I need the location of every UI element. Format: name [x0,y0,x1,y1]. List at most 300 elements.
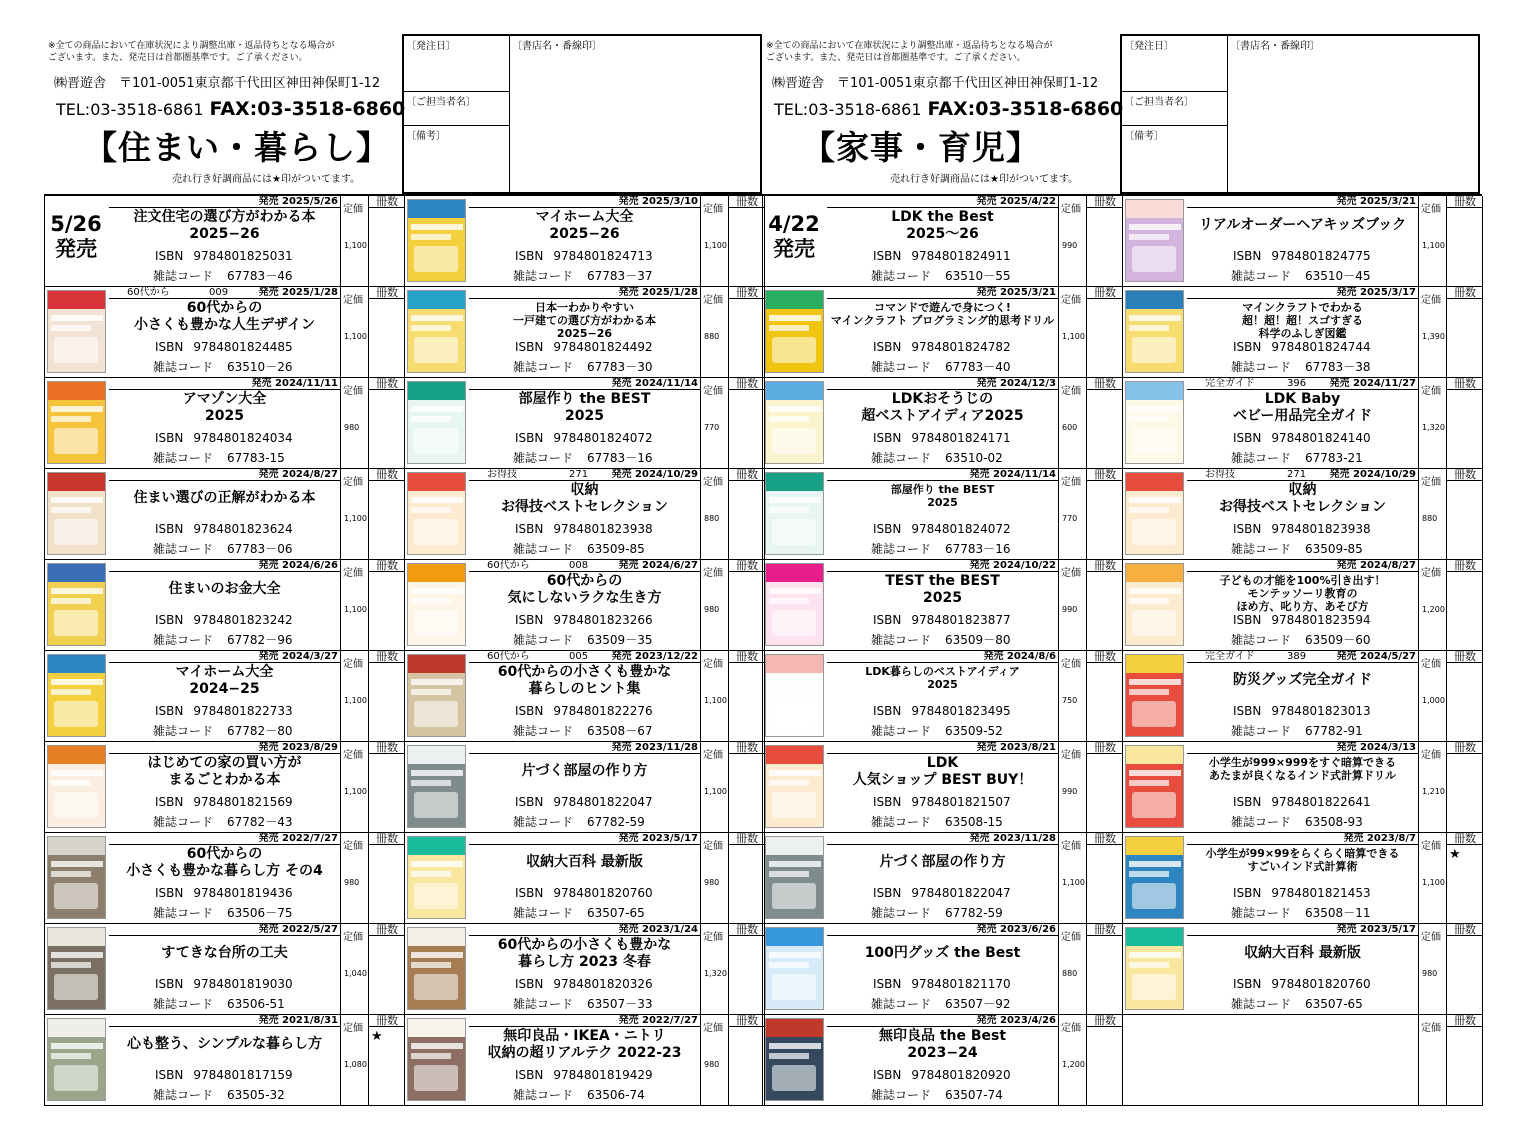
quantity-field[interactable] [728,378,765,469]
magazine-code-value: 67782-91 [1305,724,1363,738]
book-cover-image [1125,472,1184,555]
isbn-label: ISBN [155,795,184,809]
cover-line [411,861,463,867]
quantity-field[interactable] [728,469,765,560]
magazine-code-value: 67783－37 [587,269,653,283]
price-column [1058,469,1086,560]
book-cell [763,1015,1123,1106]
quantity-field[interactable] [728,560,765,651]
quantity-field[interactable] [368,196,405,287]
isbn-label: ISBN [155,431,184,445]
person-field[interactable] [1122,92,1228,126]
price-column [700,196,728,287]
magazine-code-label: 雑誌コード [153,269,214,283]
magazine-code-value: 63508-15 [945,815,1003,829]
magazine-code-label: 雑誌コード [871,269,932,283]
book-title: 60代からの 気にしないラクな生き方 [507,573,662,606]
magazine-code-line [871,904,1003,921]
sheet-header [44,34,764,194]
magazine-code-value: 63509-52 [945,724,1003,738]
isbn-label: ISBN [155,977,184,991]
release-bar [469,742,700,754]
quantity-field[interactable] [1446,378,1483,469]
remarks-label: 〔備考〕 [406,131,446,142]
price-label: 定価 [1061,932,1081,943]
quantity-label: 冊数 [1087,651,1123,663]
cover-box [54,337,98,363]
cover-box [1132,701,1176,727]
store-stamp-field[interactable] [510,36,760,192]
store-stamp-field[interactable] [1228,36,1478,192]
book-cover-image [765,472,824,555]
isbn-value: 9784801824072 [911,522,1011,536]
cover-box [414,337,458,363]
book-title: 収納 お得技ベストセレクション [500,482,669,515]
release-bar [469,560,700,572]
quantity-field[interactable] [368,833,405,924]
book-cover-image [407,472,466,555]
price-column [1418,742,1446,833]
magazine-code-line [871,358,1010,375]
quantity-field[interactable] [1446,469,1483,560]
cover-line [411,770,463,776]
book-title: アマゾン大全 2025 [182,391,267,424]
quantity-field[interactable] [1446,742,1483,833]
book-cell [45,560,405,651]
cover-line [411,952,463,958]
half-housework [762,34,1482,1102]
release-date: 発売 2023/5/17 [618,833,698,844]
price-column [340,560,368,651]
quantity-label: 冊数 [1087,378,1123,390]
best-seller-hint: 売れ行き好調商品には★印がついてます。 [890,174,1079,185]
price-column [700,560,728,651]
cover-band [48,746,105,764]
cover-band [408,200,465,218]
book-cover-image [1125,199,1184,282]
isbn-label: ISBN [155,1068,184,1082]
quantity-label: 冊数 [369,378,405,390]
book-cell [1123,833,1483,924]
quantity-field[interactable] [1446,833,1483,924]
cover-line [411,1053,451,1059]
price-value: 1,100 [1422,878,1445,887]
quantity-field[interactable] [1086,651,1123,742]
magazine-code-line [1231,267,1370,284]
price-label: 定価 [1421,659,1441,670]
release-date: 発売 2023/8/29 [258,742,338,753]
book-cover-image [47,381,106,464]
book-cell [405,287,765,378]
quantity-label: 冊数 [369,651,405,663]
cover-band [766,1019,823,1037]
cover-line [1129,507,1169,513]
book-title: 片づく部屋の作り方 [879,854,1006,870]
magazine-code-label: 雑誌コード [153,360,214,374]
release-date: 発売 2025/4/22 [976,196,1056,207]
cover-line [769,1053,809,1059]
magazine-code-value: 67783－30 [587,360,653,374]
price-label: 定価 [703,477,723,488]
price-value: 880 [1422,514,1438,523]
isbn-line [1233,886,1371,900]
quantity-field[interactable] [368,924,405,1015]
isbn-line [1233,431,1371,445]
isbn-value: 9784801824713 [553,249,653,263]
price-column [1418,378,1446,469]
order-date-field[interactable] [404,36,510,92]
isbn-line [873,704,1011,718]
quantity-field[interactable] [1086,742,1123,833]
magazine-code-value: 63508－11 [1305,906,1371,920]
release-date: 発売 2024/8/27 [1336,560,1416,571]
quantity-field[interactable] [1446,560,1483,651]
cover-band [1126,928,1183,946]
book-cover-image [765,381,824,464]
isbn-line [515,613,653,627]
price-label: 定価 [1421,477,1441,488]
price-label: 定価 [1061,1023,1081,1034]
isbn-label: ISBN [515,704,544,718]
quantity-field[interactable] [1086,924,1123,1015]
release-date: 発売 2024/10/29 [1329,469,1416,480]
cover-box [1132,974,1176,1000]
magazine-code-value: 63508-93 [1305,815,1363,829]
release-bar [827,469,1058,481]
isbn-label: ISBN [1233,249,1262,263]
magazine-code-label: 雑誌コード [871,997,932,1011]
isbn-value: 9784801817159 [193,1068,293,1082]
cover-line [51,325,91,331]
quantity-field[interactable] [1086,1015,1123,1106]
price-value: 1,100 [344,787,367,796]
isbn-line [1233,249,1371,263]
magazine-code-label: 雑誌コード [513,269,574,283]
magazine-code-value: 63509－80 [945,633,1011,647]
quantity-field[interactable] [368,287,405,378]
price-label: 定価 [1061,659,1081,670]
price-label: 定価 [1421,295,1441,306]
cover-line [769,861,821,867]
magazine-code-line [153,722,292,739]
book-title: 防災グッズ完全ガイド [1233,672,1372,688]
cover-line [411,598,451,604]
series-tag: お得技 [487,469,517,480]
quantity-field[interactable] [728,287,765,378]
release-bar [109,287,340,299]
best-seller-hint: 売れ行き好調商品には★印がついてます。 [172,174,361,185]
release-bar [827,924,1058,936]
isbn-label: ISBN [155,704,184,718]
quantity-field[interactable] [1446,196,1483,287]
quantity-field[interactable] [1086,833,1123,924]
cover-box [414,1065,458,1091]
price-label: 定価 [703,932,723,943]
book-title: 片づく部屋の作り方 [521,763,648,779]
quantity-field[interactable] [1086,196,1123,287]
price-column [340,742,368,833]
quantity-field[interactable] [368,742,405,833]
price-label: 定価 [703,841,723,852]
release-date: 発売 2024/3/13 [1336,742,1416,753]
price-label: 定価 [1061,477,1081,488]
cover-band [1126,291,1183,309]
book-cell [405,742,765,833]
quantity-field[interactable] [728,196,765,287]
release-bar [1187,378,1418,390]
magazine-code-value: 63506－75 [227,906,293,920]
price-value: 880 [1062,969,1078,978]
price-value: 980 [344,878,360,887]
price-column [1058,651,1086,742]
quantity-label: 冊数 [1087,560,1123,572]
price-label: 定価 [343,204,363,215]
isbn-line [873,1068,1011,1082]
cover-band [48,291,105,309]
price-value: 1,100 [344,332,367,341]
cover-band [766,382,823,400]
magazine-code-label: 雑誌コード [1231,269,1292,283]
quantity-label: 冊数 [369,196,405,208]
cover-line [769,588,821,594]
price-column [340,469,368,560]
cover-line [51,1053,91,1059]
magazine-code-value: 63505-32 [227,1088,285,1102]
isbn-value: 9784801821170 [911,977,1011,991]
book-title: 60代からの小さくも豊かな 暮らしのヒント集 [497,664,672,697]
quantity-label: 冊数 [729,196,765,208]
quantity-field[interactable] [368,651,405,742]
isbn-value: 9784801823938 [1271,522,1371,536]
isbn-label: ISBN [515,431,544,445]
book-cover-image [47,563,106,646]
isbn-line [155,431,293,445]
isbn-value: 9784801824485 [193,340,293,354]
series-number: 008 [569,560,589,571]
price-column [340,924,368,1015]
quantity-label: 冊数 [1447,378,1483,390]
isbn-line [155,340,293,354]
isbn-value: 9784801823877 [911,613,1011,627]
quantity-field[interactable] [728,651,765,742]
magazine-code-value: 67783-21 [1305,451,1363,465]
cover-line [769,871,809,877]
release-date: 発売 2024/6/26 [258,560,338,571]
magazine-code-label: 雑誌コード [1231,360,1292,374]
magazine-code-label: 雑誌コード [513,633,574,647]
order-date-field[interactable] [1122,36,1228,92]
quantity-field[interactable] [1446,1015,1483,1106]
quantity-label: 冊数 [369,287,405,299]
cover-band [1126,655,1183,673]
cover-box [414,610,458,636]
cover-box [1132,792,1176,818]
price-label: 定価 [343,1023,363,1034]
cover-line [769,325,809,331]
price-column [700,924,728,1015]
book-cover-image [407,199,466,282]
cover-band [766,473,823,491]
quantity-field[interactable] [368,1015,405,1106]
magazine-code-value: 63508－67 [587,724,653,738]
book-cell [1123,378,1483,469]
release-date: 発売 2023/8/21 [976,742,1056,753]
price-value: 980 [1422,969,1438,978]
release-bar [1187,469,1418,481]
release-date: 発売 2022/7/27 [258,833,338,844]
price-column [1418,833,1446,924]
quantity-field[interactable] [728,1015,765,1106]
magazine-code-line [513,1086,645,1103]
cover-line [1129,952,1181,958]
isbn-value: 9784801823495 [911,704,1011,718]
release-date: 発売 2023/12/22 [611,651,698,662]
cover-line [51,416,91,422]
book-cell [405,651,765,742]
release-date: 発売 2024/10/29 [611,469,698,480]
quantity-label: 冊数 [729,560,765,572]
price-label: 定価 [1061,386,1081,397]
quantity-field[interactable] [1086,378,1123,469]
quantity-field[interactable] [728,833,765,924]
notice-text: ※全ての商品において在庫状況により調整出庫・返品待ちとなる場合が ございます。また、発売日は首都圏基準です。ご了承ください。 [766,41,1053,63]
isbn-label: ISBN [873,1068,902,1082]
magazine-code-label: 雑誌コード [871,815,932,829]
quantity-field[interactable] [368,378,405,469]
isbn-label: ISBN [1233,613,1262,627]
remarks-field[interactable] [1122,126,1228,192]
cover-line [1129,861,1181,867]
price-label: 定価 [1421,1023,1441,1034]
isbn-line [1233,613,1371,627]
isbn-label: ISBN [515,1068,544,1082]
quantity-field[interactable] [1446,287,1483,378]
release-bar [1187,742,1418,754]
isbn-line [1233,340,1371,354]
price-value: 1,390 [1422,332,1445,341]
quantity-field[interactable] [728,742,765,833]
quantity-label: 冊数 [369,833,405,845]
price-label: 定価 [1061,295,1081,306]
book-cover-image [765,563,824,646]
quantity-field[interactable] [368,469,405,560]
series-number: 005 [569,651,589,662]
cover-line [411,1043,463,1049]
series-tag: 60代から [487,560,530,571]
quantity-field[interactable] [1086,469,1123,560]
isbn-value: 9784801822641 [1271,795,1371,809]
isbn-value: 9784801820920 [911,1068,1011,1082]
isbn-line [515,977,653,991]
quantity-field[interactable] [1446,924,1483,1015]
isbn-value: 9784801821453 [1271,886,1371,900]
magazine-code-value: 67782－80 [227,724,293,738]
book-title: 注文住宅の選び方がわかる本 2025−26 [133,209,316,242]
release-bar [827,742,1058,754]
magazine-code-label: 雑誌コード [513,1088,574,1102]
price-label: 定価 [703,295,723,306]
price-value: 1,100 [704,241,727,250]
book-cover-image [765,745,824,828]
cover-box [54,701,98,727]
price-value: 1,200 [1422,605,1445,614]
isbn-value: 9784801821569 [193,795,293,809]
cover-line [411,224,463,230]
price-label: 定価 [343,386,363,397]
person-label: 〔ご担当者名〕 [1124,97,1194,108]
quantity-field[interactable] [368,560,405,651]
price-column [1418,924,1446,1015]
price-column [1418,651,1446,742]
book-title: 収納大百科 最新版 [1244,945,1361,961]
book-cover-image [765,654,824,737]
series-number: 009 [209,287,229,298]
isbn-label: ISBN [515,795,544,809]
price-value: 1,100 [1062,878,1085,887]
isbn-label: ISBN [873,795,902,809]
cover-line [1129,588,1181,594]
isbn-value: 9784801820326 [553,977,653,991]
cover-band [766,837,823,855]
isbn-line [873,886,1011,900]
isbn-value: 9784801823266 [553,613,653,627]
price-value: 600 [1062,423,1078,432]
book-title: 住まい選びの正解がわかる本 [133,490,316,506]
store-stamp-label: 〔書店名・番線印〕 [512,41,602,52]
series-tag: 完全ガイド [1205,378,1255,389]
magazine-code-value: 63507-65 [1305,997,1363,1011]
magazine-code-line [153,358,292,375]
quantity-label: 冊数 [729,1015,765,1027]
quantity-field[interactable] [1086,560,1123,651]
book-cover-image [407,927,466,1010]
book-cover-image [47,654,106,737]
quantity-label: 冊数 [369,1015,405,1027]
magazine-code-line [1231,813,1363,830]
isbn-value: 9784801824775 [1271,249,1371,263]
quantity-field[interactable] [1446,651,1483,742]
price-label: 定価 [1421,750,1441,761]
magazine-code-value: 63509－35 [587,633,653,647]
price-value: 1,080 [344,1060,367,1069]
release-date: 発売 2024/11/14 [969,469,1056,480]
quantity-label: 冊数 [369,469,405,481]
book-title: 無印良品 the Best 2023−24 [878,1028,1007,1061]
price-value: 1,100 [704,787,727,796]
person-field[interactable] [404,92,510,126]
book-title: LDK Baby ベビー用品完全ガイド [1232,391,1373,424]
price-value: 990 [1062,605,1078,614]
series-tag: 60代から [487,651,530,662]
magazine-code-label: 雑誌コード [513,542,574,556]
book-title: 住まいのお金大全 [168,581,281,597]
release-bar [1187,651,1418,663]
cover-band [48,382,105,400]
price-value: 770 [704,423,720,432]
quantity-field[interactable] [1086,287,1123,378]
quantity-field[interactable] [728,924,765,1015]
magazine-code-value: 63509-85 [1305,542,1363,556]
price-label: 定価 [1421,386,1441,397]
cover-band [408,655,465,673]
cover-line [1129,497,1181,503]
magazine-code-line [1231,540,1363,557]
star-icon: ★ [1449,847,1461,862]
remarks-field[interactable] [404,126,510,192]
cover-line [411,962,451,968]
order-form-box [1120,34,1480,194]
cover-line [51,962,91,968]
